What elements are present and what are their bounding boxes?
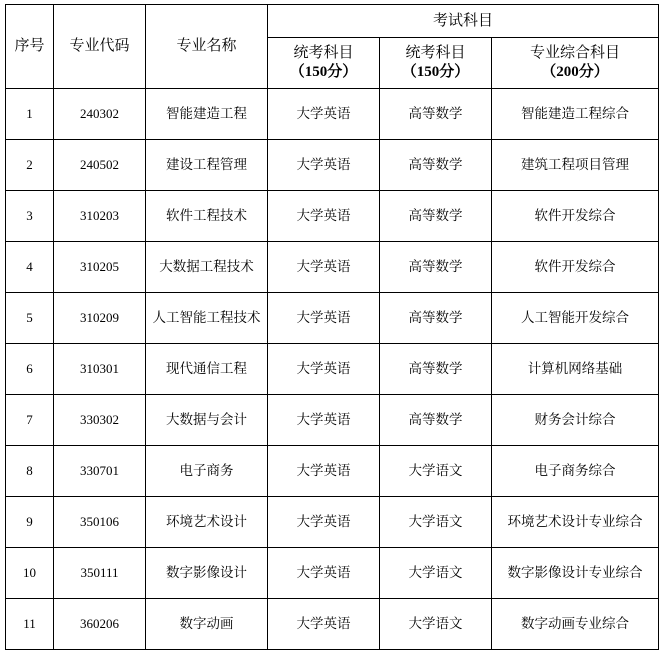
cell-code: 310209 [54,293,146,344]
cell-code: 330701 [54,446,146,497]
cell-subject-3: 建筑工程项目管理 [492,140,659,191]
cell-code: 350106 [54,497,146,548]
cell-subject-3: 智能建造工程综合 [492,89,659,140]
cell-index: 5 [6,293,54,344]
column-header-subject-1 [268,38,380,89]
column-header-subject-1-score: （150分） [289,64,358,80]
cell-subject-1: 大学英语 [268,548,380,599]
cell-subject-1: 大学英语 [268,89,380,140]
cell-subject-2: 高等数学 [380,395,492,446]
cell-subject-1: 大学英语 [268,497,380,548]
cell-index: 11 [6,599,54,650]
column-header-code: 专业代码 [54,5,146,89]
table-row [6,293,659,344]
cell-code: 240502 [54,140,146,191]
cell-subject-1: 大学英语 [268,395,380,446]
cell-index: 7 [6,395,54,446]
table-row [6,446,659,497]
cell-subject-1: 大学英语 [268,140,380,191]
cell-code: 310301 [54,344,146,395]
cell-major: 软件工程技术 [146,191,268,242]
table-row [6,191,659,242]
cell-subject-3: 软件开发综合 [492,191,659,242]
table-row [6,344,659,395]
cell-subject-3: 软件开发综合 [492,242,659,293]
cell-subject-2: 大学语文 [380,446,492,497]
cell-index: 2 [6,140,54,191]
cell-index: 3 [6,191,54,242]
cell-subject-2: 高等数学 [380,344,492,395]
column-header-subject-3 [492,38,659,89]
table-row [6,242,659,293]
cell-subject-1: 大学英语 [268,446,380,497]
cell-subject-1: 大学英语 [268,242,380,293]
column-header-subject-2 [380,38,492,89]
table-row [6,599,659,650]
cell-subject-2: 大学语文 [380,548,492,599]
cell-subject-3: 环境艺术设计专业综合 [492,497,659,548]
cell-index: 4 [6,242,54,293]
column-header-subject-1-name: 统考科目 [293,45,354,62]
cell-subject-2: 高等数学 [380,191,492,242]
cell-major: 数字影像设计 [146,548,268,599]
cell-subject-2: 大学语文 [380,599,492,650]
column-header-subject-2-name: 统考科目 [405,45,466,62]
column-header-subject-2-score: （150分） [401,64,470,80]
cell-major: 大数据与会计 [146,395,268,446]
cell-code: 360206 [54,599,146,650]
table-row [6,548,659,599]
cell-index: 1 [6,89,54,140]
cell-major: 建设工程管理 [146,140,268,191]
column-header-subject-3-score: （200分） [541,64,609,80]
column-header-index: 序号 [6,5,54,89]
cell-code: 310203 [54,191,146,242]
cell-subject-3: 数字动画专业综合 [492,599,659,650]
cell-subject-2: 高等数学 [380,140,492,191]
cell-subject-2: 高等数学 [380,89,492,140]
cell-code: 330302 [54,395,146,446]
cell-subject-1: 大学英语 [268,599,380,650]
column-header-exam-group: 考试科目 [268,5,659,38]
cell-subject-3: 电子商务综合 [492,446,659,497]
cell-code: 350111 [54,548,146,599]
cell-subject-2: 高等数学 [380,293,492,344]
cell-major: 环境艺术设计 [146,497,268,548]
table-body [6,89,659,650]
cell-index: 8 [6,446,54,497]
cell-subject-3: 计算机网络基础 [492,344,659,395]
cell-major: 智能建造工程 [146,89,268,140]
table-row [6,89,659,140]
table-row [6,395,659,446]
cell-major: 现代通信工程 [146,344,268,395]
cell-major: 电子商务 [146,446,268,497]
cell-subject-2: 大学语文 [380,497,492,548]
cell-subject-3: 人工智能开发综合 [492,293,659,344]
cell-index: 6 [6,344,54,395]
cell-index: 10 [6,548,54,599]
table-header [6,5,659,89]
cell-subject-2: 高等数学 [380,242,492,293]
cell-code: 240302 [54,89,146,140]
table-header-row-1 [6,5,659,38]
column-header-major: 专业名称 [146,5,268,89]
cell-major: 数字动画 [146,599,268,650]
cell-subject-1: 大学英语 [268,344,380,395]
table-row [6,497,659,548]
column-header-subject-3-name: 专业综合科目 [530,45,621,62]
cell-major: 人工智能工程技术 [146,293,268,344]
cell-code: 310205 [54,242,146,293]
cell-subject-1: 大学英语 [268,191,380,242]
table-row [6,140,659,191]
exam-subjects-table [5,4,659,650]
cell-subject-1: 大学英语 [268,293,380,344]
cell-major: 大数据工程技术 [146,242,268,293]
cell-subject-3: 数字影像设计专业综合 [492,548,659,599]
cell-subject-3: 财务会计综合 [492,395,659,446]
cell-index: 9 [6,497,54,548]
